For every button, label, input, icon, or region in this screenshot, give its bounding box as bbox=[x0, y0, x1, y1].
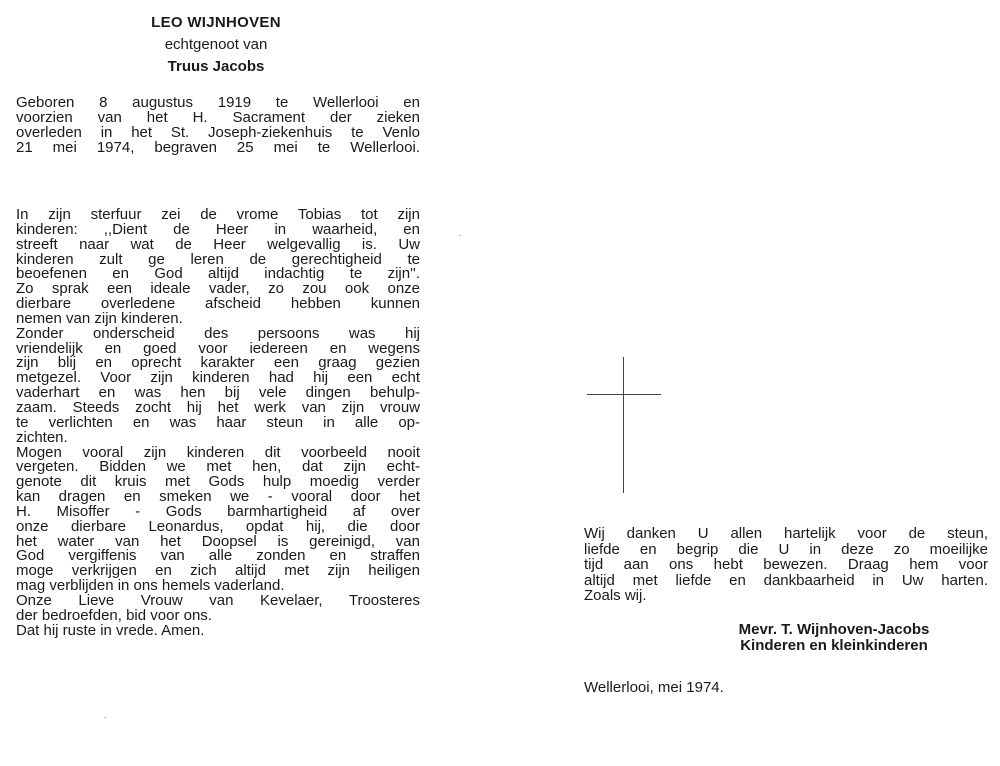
thanks-line: Wij danken U allen hartelijk voor de steun, bbox=[584, 525, 988, 542]
prayer-line: vriendelijk en goed voor iedereen en wegens bbox=[16, 339, 420, 357]
prayer-line: Onze Lieve Vrouw van Kevelaer, Troosteres bbox=[16, 591, 420, 609]
prayer-line: H. Misoffer - Gods barmhartigheid af over bbox=[16, 502, 420, 520]
prayer-line: kinderen: ,,Dient de Heer in waarheid, en bbox=[16, 220, 420, 238]
prayer-line: mag verblijden in ons hemels vaderland. bbox=[16, 577, 285, 595]
prayer-line: kinderen zult ge leren de gerechtigheid te bbox=[16, 250, 420, 268]
spouse-name: Truus Jacobs bbox=[167, 58, 265, 75]
signature-block bbox=[676, 622, 992, 654]
prayer-line: kan dragen en smeken we - vooral door het bbox=[16, 488, 420, 506]
signature-family: Kinderen en kleinkinderen bbox=[740, 637, 928, 654]
thanks-line: Zoals wij. bbox=[584, 587, 647, 604]
prayer-line: vergeten. Bidden we met hen, dat zijn echt- bbox=[16, 458, 420, 476]
cross-icon bbox=[587, 357, 661, 493]
prayer-line: God vergiffenis van alle zonden en straffen bbox=[16, 547, 420, 565]
prayer-line: dierbare overledene afscheid hebben kunnen bbox=[16, 295, 420, 313]
card-header bbox=[100, 12, 332, 78]
prayer-line: nemen van zijn kinderen. bbox=[16, 309, 183, 327]
prayer-line: Dat hij ruste in vrede. Amen. bbox=[16, 621, 205, 639]
prayer-line: Mogen vooral zijn kinderen dit voorbeeld nooit bbox=[16, 443, 420, 461]
birth-paragraph bbox=[16, 96, 420, 155]
birth-line: overleden in het St. Joseph-ziekenhuis te Venlo bbox=[16, 123, 420, 141]
prayer-line: zichten. bbox=[16, 428, 68, 446]
thanks-line: liefde en begrip die U in deze zo moeilijke bbox=[584, 540, 988, 558]
prayer-line: moge verkrijgen en zich altijd met zijn heiligen bbox=[16, 562, 420, 580]
prayer-line: onze dierbare Leonardus, opdat hij, die door bbox=[16, 517, 420, 535]
prayer-line: In zijn sterfuur zei de vrome Tobias tot zijn bbox=[16, 206, 420, 223]
spouse-label: echtgenoot van bbox=[164, 36, 268, 53]
deceased-name: LEO WIJNHOVEN bbox=[151, 14, 281, 31]
prayer-line: streeft naar wat de Heer welgevallig is. Uw bbox=[16, 235, 420, 253]
thanks-line: altijd met liefde en dankbaarheid in Uw harten. bbox=[584, 571, 988, 589]
paper-speck bbox=[459, 235, 461, 236]
prayer-line: Zonder onderscheid des persoons was hij bbox=[16, 324, 420, 342]
prayer-line: te verlichten en was haar steun in alle op- bbox=[16, 413, 420, 431]
prayer-line: Zo sprak een ideale vader, zo zou ook onze bbox=[16, 280, 420, 298]
prayer-line: beoefenen en God altijd indachtig te zijn''. bbox=[16, 265, 420, 283]
prayer-line: metgezel. Voor zijn kinderen had hij een echt bbox=[16, 369, 420, 387]
birth-line: voorzien van het H. Sacrament der zieken bbox=[16, 108, 420, 126]
thanks-paragraph bbox=[584, 526, 988, 604]
signature-widow: Mevr. T. Wijnhoven-Jacobs bbox=[738, 621, 930, 638]
cross-vertical-bar bbox=[623, 357, 624, 493]
thanks-line: tijd aan ons hebt bewezen. Draag hem voor bbox=[584, 556, 988, 573]
cross-horizontal-bar bbox=[587, 394, 661, 395]
birth-line: Geboren 8 augustus 1919 te Wellerlooi en bbox=[16, 94, 420, 111]
prayer-line: zijn blij en oprecht karakter een graag gezien bbox=[16, 354, 420, 372]
prayer-line: vaderhart en was hen bij vele dingen behulp- bbox=[16, 384, 420, 402]
prayer-line: genote dit kruis met Gods hulp moedig verder bbox=[16, 473, 420, 491]
prayer-line: der bedroefden, bid voor ons. bbox=[16, 606, 212, 624]
prayer-paragraph bbox=[16, 208, 420, 638]
place-date: Wellerlooi, mei 1974. bbox=[584, 679, 724, 696]
prayer-line: zaam. Steeds zocht hij het werk van zijn vrouw bbox=[16, 398, 420, 416]
paper-speck bbox=[104, 717, 106, 718]
prayer-line: het water van het Doopsel is gereinigd, van bbox=[16, 532, 420, 550]
birth-line: 21 mei 1974, begraven 25 mei te Wellerlooi. bbox=[16, 138, 420, 156]
